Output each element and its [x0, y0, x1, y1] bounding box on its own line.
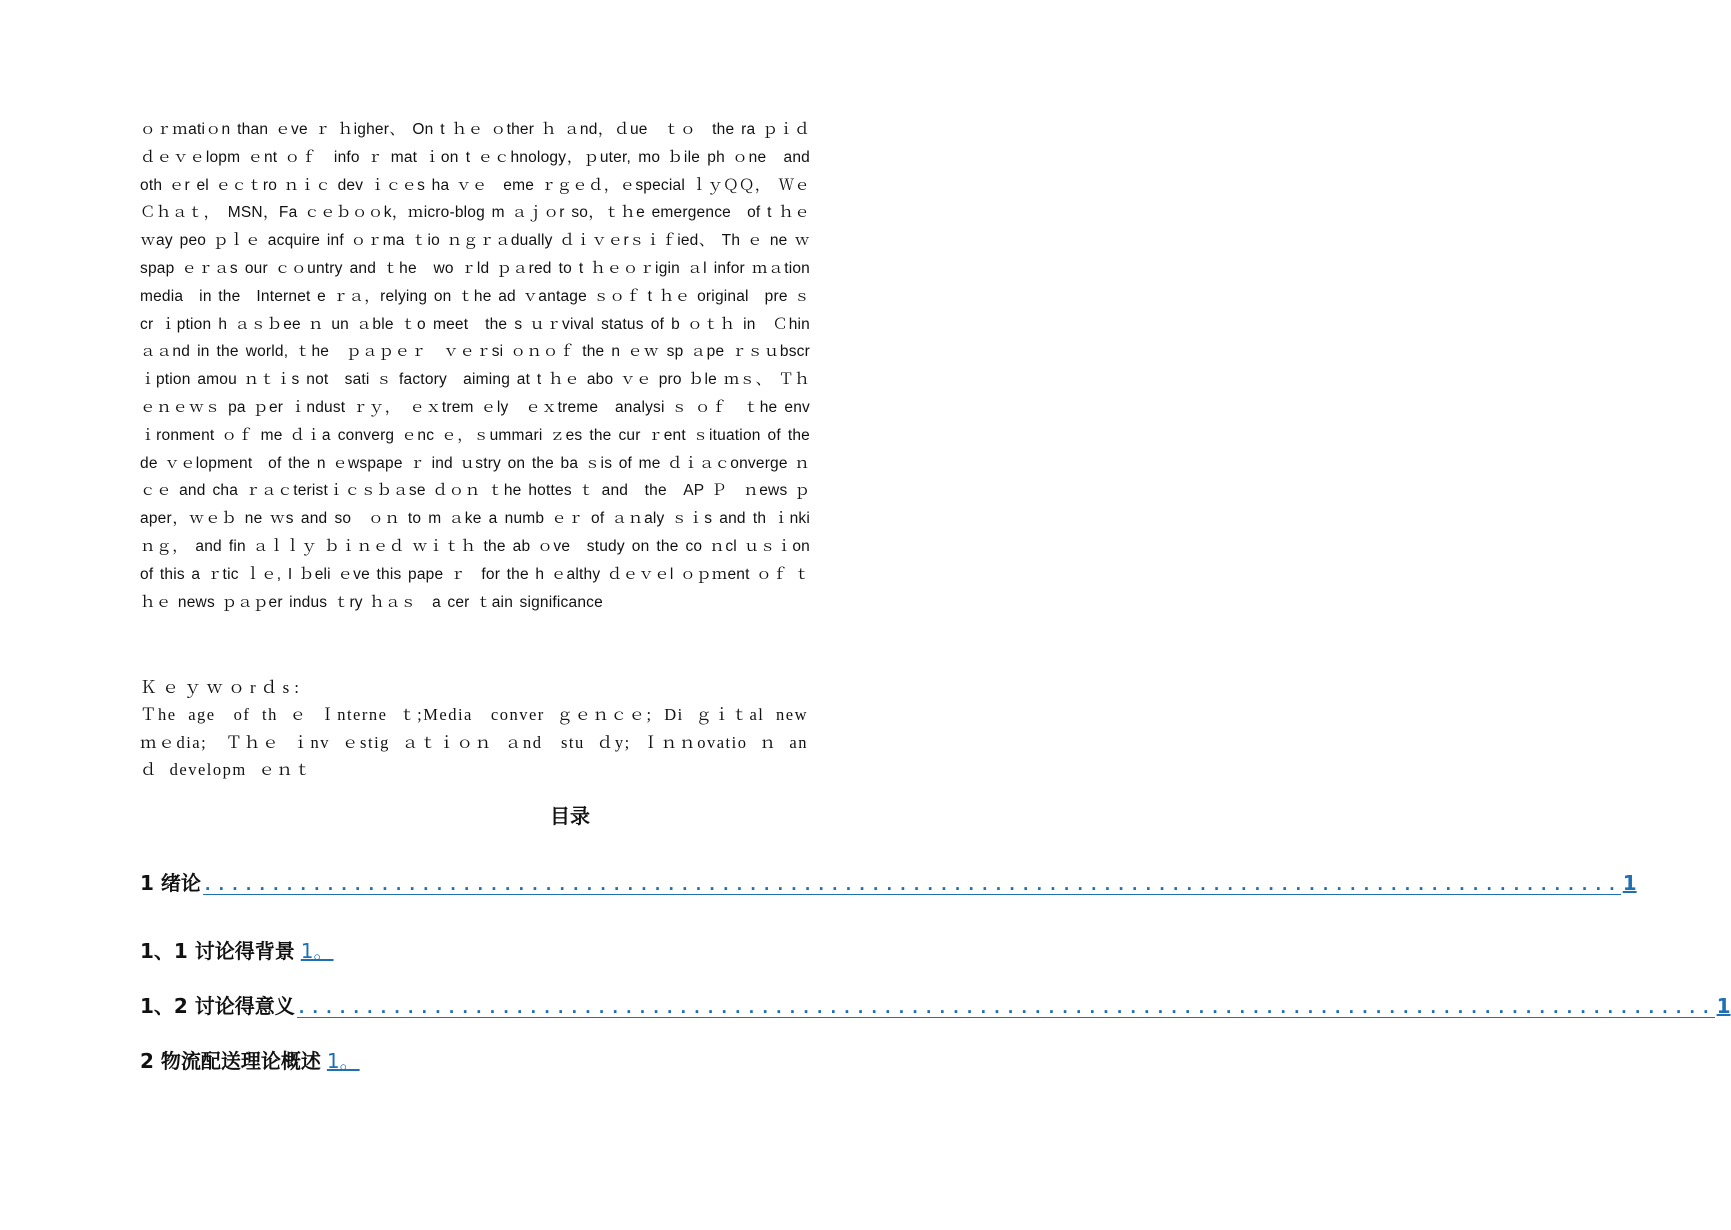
toc-title: 目录 — [550, 804, 590, 828]
abstract-paragraph: ｏｒｍatiｏn than ｅve ｒ ｈigher、 On t ｈｅ ｏther ｈ ａnd，ｄue ｔｏ the ra ｐｉｄ ｄｅｖｅlopm ｅnt ｏｆ info ｒ mat ｉon t ｅｃhnology，ｐuter, mo ｂile ph ｏne and oth ｅr el ｅｃｔro ｎｉｃ dev ｉｃｅs ha ｖｅ eme ｒｇｅｄ，ｅspecial ｌｙＱＱ， ＷｅＣｈａｔ， MSN，Fa ｃｅｂｏｏk，ｍicro-blog m ａｊｏr so，ｔｈe emergence of t ｈｅｗay peo ｐｌｅ acquire inf ｏｒma ｔio ｎｇｒａdually ｄｉｖｅrｓｉｆied、 Th ｅ ne ｗ spap ｅｒａs our ｃｏuntry and ｔhe wo ｒld ｐａred to t ｈｅｏｒigin ａl infor ｍａtion media in the Internet e ｒａ，relying on ｔhe ad ｖantage ｓｏｆ t ｈｅ original pre ｓcr ｉption h ａｓｂee ｎ un ａble ｔo meet the s ｕｒvival status of b ｏｔｈ in Ｃhin ａａnd in the world, ｔhe ｐａｐｅｒ ｖｅｒsi ｏｎｏｆ the n ｅｗ sp ａpe ｒｓｕbscr ｉption amou ｎｔｉs not sati ｓ factory aiming at t ｈｅ abo ｖｅ pro ｂle ｍｓ、 Ｔｈｅｎｅｗｓ pa ｐer ｉndust ｒｙ， ｅｘtrem ｅly ｅｘtreme analysi ｓ ｏｆ ｔhe env ｉronment ｏｆ me ｄｉa converg ｅnc ｅ，ｓummari ｚes the cur ｒent ｓituation of the de ｖｅlopment of the n ｅwspape ｒ ind ｕstry on the ba ｓis of me ｄｉａｃonverge ｎｃｅ and cha ｒａｃteristｉｃｓｂａse ｄｏｎ ｔhe hottes ｔ and the AP Ｐ ｎews ｐaper，ｗｅｂ ne ｗs and so ｏｎ to m ａke a numb ｅｒ of ａｎaly ｓｉs and th ｉnki ｎｇ， and fin ａｌｌｙ ｂｉｎｅｄ ｗｉｔｈ the ab ｏve study on the co ｎcl ｕｓｉon of this a ｒtic ｌｅ, I ｂeli ｅve this pape ｒ for the h ｅalthy ｄｅｖｅl ｏｐｍent ｏｆ ｔｈｅ news ｐａｐer indus ｔry ｈａｓ a cer ｔain significance — [140, 121, 810, 611]
toc-entry-intro[interactable] — [140, 867, 1637, 896]
toc-page-link[interactable]: 1 — [1716, 994, 1731, 1018]
toc-page-link[interactable]: 1 — [1622, 871, 1637, 895]
toc-entry-label: 1、1 讨论得背景 — [140, 939, 295, 963]
toc-page-link[interactable]: 1。 — [326, 1049, 360, 1073]
keywords-heading: Ｋｅｙｗｏrｄs: — [140, 678, 304, 697]
toc-entry-background[interactable] — [140, 935, 334, 964]
toc-entry-label: 2 物流配送理论概述 — [140, 1049, 321, 1073]
toc-leader-dots: ........................................................................................................ — [296, 998, 1715, 1017]
toc-entry-significance[interactable] — [140, 990, 1731, 1019]
toc-entry-label: 1、2 讨论得意义 — [140, 994, 295, 1018]
toc-entry-logistics-theory[interactable] — [140, 1045, 360, 1074]
toc-page-link[interactable]: 1。 — [300, 939, 334, 963]
keywords-text: Ｔhe age of th ｅ Ｉnterne ｔ;Media conver ｇｅｎｃｅ; Di ｇｉｔal new ｍｅdia; Ｔｈｅ ｉnv ｅstig ａｔｉｏｎ ａnd stu ｄy; Ｉｎｎovatio ｎ an ｄ developm ｅｎｔ — [140, 705, 826, 779]
toc-entry-label: 1 绪论 — [140, 871, 201, 895]
toc-leader-dots: ........................................................................................................ — [202, 875, 1621, 894]
